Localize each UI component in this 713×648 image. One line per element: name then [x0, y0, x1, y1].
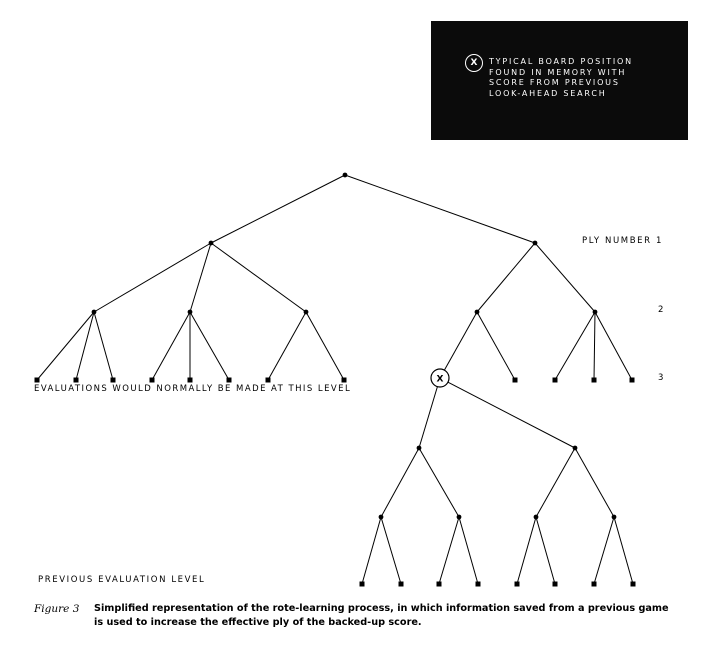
tree-edge — [555, 312, 595, 380]
tree-edge — [268, 312, 306, 380]
tree-node — [533, 241, 538, 246]
tree-edge — [477, 312, 515, 380]
tree-node — [209, 241, 214, 246]
tree-edge — [448, 382, 575, 448]
tree-edge — [439, 517, 459, 584]
tree-edge — [594, 312, 595, 380]
tree-node — [593, 310, 598, 315]
ply-label-3: 3 — [658, 373, 666, 383]
terminal-node — [553, 378, 558, 383]
terminal-node — [476, 582, 481, 587]
ply-label-2: 2 — [658, 305, 666, 315]
tree-edge — [345, 175, 535, 243]
terminal-node — [592, 378, 597, 383]
terminal-node — [150, 378, 155, 383]
terminal-node — [266, 378, 271, 383]
tree-edge — [536, 448, 575, 517]
tree-node — [475, 310, 480, 315]
tree-node — [417, 446, 422, 451]
tree-node — [379, 515, 384, 520]
terminal-node — [437, 582, 442, 587]
tree-edge — [190, 312, 229, 380]
terminal-node — [631, 582, 636, 587]
tree-edge — [152, 312, 190, 380]
tree-edge — [419, 448, 459, 517]
figure-label: Figure 3 — [34, 603, 80, 615]
legend-box — [431, 21, 688, 140]
memory-position-symbol-icon: X — [465, 54, 483, 72]
tree-node — [573, 446, 578, 451]
tree-edge — [211, 175, 345, 243]
tree-edge — [362, 517, 381, 584]
terminal-node — [515, 582, 520, 587]
tree-edge — [536, 517, 555, 584]
evaluation-level-label: EVALUATIONS WOULD NORMALLY BE MADE AT THIS LEVEL — [34, 384, 352, 394]
tree-node — [343, 173, 348, 178]
terminal-node — [399, 582, 404, 587]
tree-edge — [419, 387, 437, 448]
tree-edge — [477, 243, 535, 312]
tree-edge — [381, 448, 419, 517]
tree-node — [304, 310, 309, 315]
memory-position-node — [431, 369, 449, 387]
tree-edge — [614, 517, 633, 584]
tree-node — [534, 515, 539, 520]
tree-node — [188, 310, 193, 315]
terminal-node — [513, 378, 518, 383]
tree-edge — [211, 243, 306, 312]
tree-edge — [381, 517, 401, 584]
caption-text: Simplified representation of the rote-learning process, in which information saved from a previous game is used to increase the effective ply of the backed-up score. — [94, 603, 669, 628]
terminal-node — [592, 582, 597, 587]
terminal-node — [360, 582, 365, 587]
tree-edge — [94, 312, 113, 380]
terminal-node — [35, 378, 40, 383]
terminal-node — [111, 378, 116, 383]
tree-edge — [459, 517, 478, 584]
tree-edge — [444, 312, 477, 370]
terminal-node — [553, 582, 558, 587]
ply-label-1: PLY NUMBER 1 — [582, 236, 663, 246]
tree-node — [457, 515, 462, 520]
tree-edge — [575, 448, 614, 517]
tree-edge — [517, 517, 536, 584]
tree-node — [612, 515, 617, 520]
legend-text: TYPICAL BOARD POSITION FOUND IN MEMORY WITH SCORE FROM PREVIOUS LOOK-AHEAD SEARCH — [489, 57, 633, 98]
tree-edge — [306, 312, 344, 380]
terminal-node — [188, 378, 193, 383]
tree-node — [92, 310, 97, 315]
terminal-node — [227, 378, 232, 383]
terminal-node — [74, 378, 79, 383]
terminal-node — [630, 378, 635, 383]
previous-evaluation-level-label: PREVIOUS EVALUATION LEVEL — [38, 575, 206, 585]
tree-edge — [595, 312, 632, 380]
memory-position-symbol: X — [436, 374, 444, 385]
tree-edge — [535, 243, 595, 312]
tree-edge — [594, 517, 614, 584]
terminal-node — [342, 378, 347, 383]
